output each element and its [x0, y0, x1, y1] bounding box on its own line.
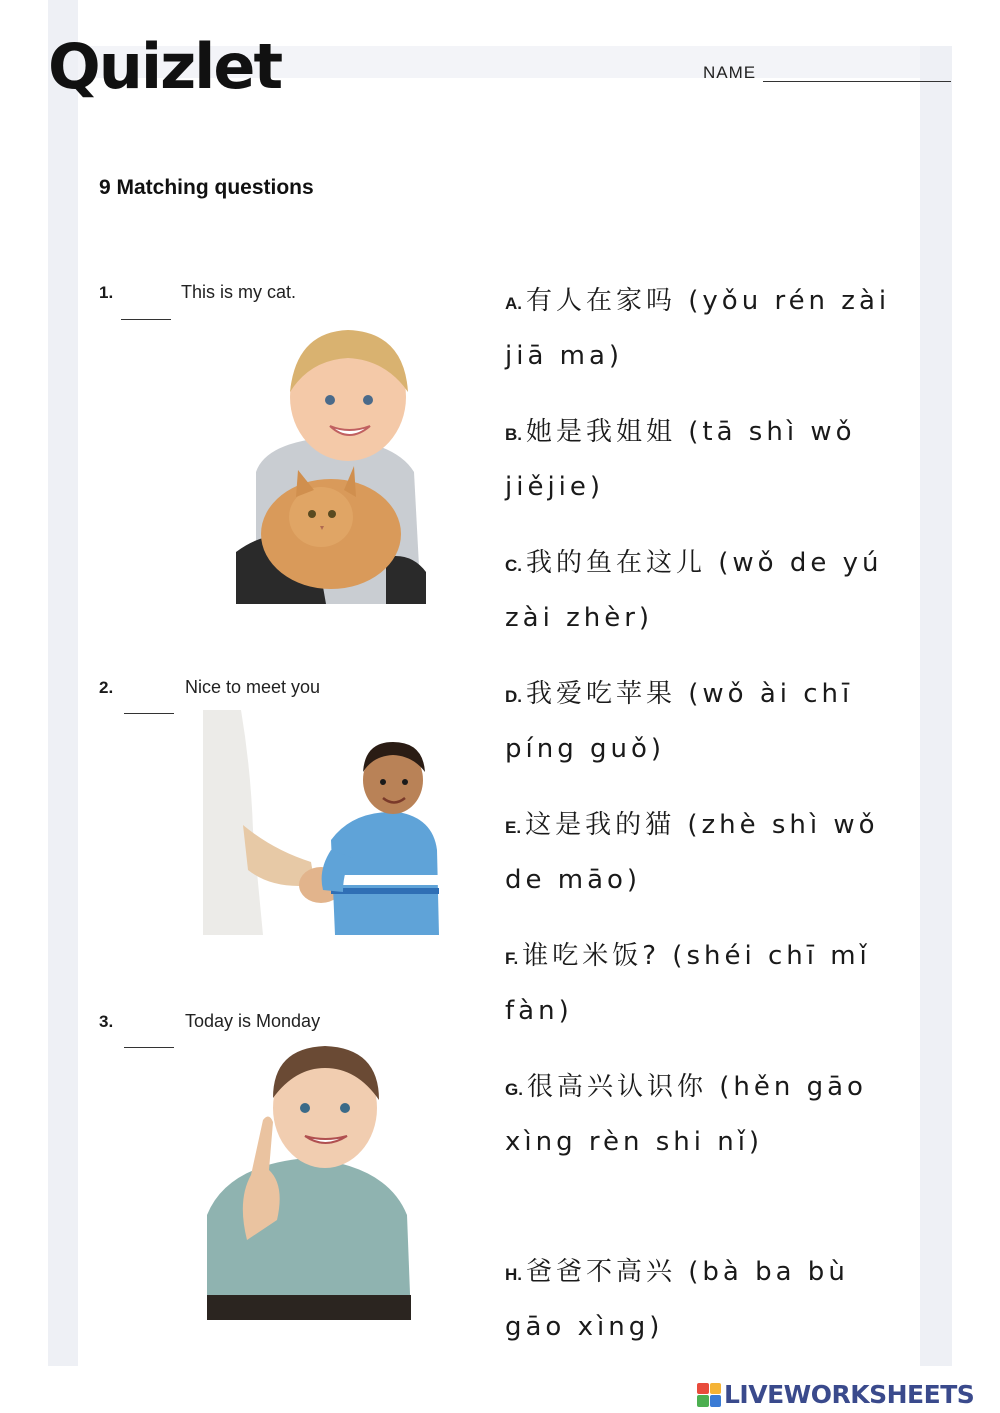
option-letter: B. — [505, 425, 522, 444]
question-number: 2. — [99, 678, 114, 697]
option-text: 她是我姐姐 (tā shì wǒ jiějie) — [505, 417, 856, 502]
option-letter: A. — [505, 294, 522, 313]
badge-square — [710, 1395, 722, 1407]
name-label: NAME — [703, 63, 757, 82]
quizlet-logo: Quizlet — [48, 30, 282, 103]
answer-option — [505, 1061, 905, 1169]
answer-option — [505, 275, 905, 383]
page-right-band — [920, 46, 952, 1366]
option-letter: C. — [505, 556, 522, 575]
answer-blank-1[interactable] — [121, 319, 171, 320]
boy-pointing-up-photo — [207, 1040, 411, 1320]
option-text: 有人在家吗 (yǒu rén zài jiā ma) — [505, 286, 891, 371]
answer-option — [505, 668, 905, 776]
option-letter: F. — [505, 949, 519, 968]
question-text: Today is Monday — [185, 1011, 321, 1031]
badge-square — [697, 1395, 709, 1407]
option-letter: D. — [505, 687, 522, 706]
name-field[interactable] — [763, 81, 951, 82]
option-text: 我爱吃苹果 (wǒ ài chī píng guǒ) — [505, 679, 854, 764]
option-text: 谁吃米饭? (shéi chī mǐ fàn) — [505, 941, 871, 1026]
answer-blank-3[interactable] — [124, 1047, 174, 1048]
option-letter: G. — [505, 1080, 523, 1099]
boy-with-cat-photo — [236, 322, 426, 604]
answer-option — [505, 406, 905, 514]
badge-square — [697, 1383, 709, 1395]
option-letter: E. — [505, 818, 522, 837]
option-letter: H. — [505, 1265, 522, 1284]
option-text: 很高兴认识你 (hěn gāo xìng rèn shi nǐ) — [505, 1072, 867, 1157]
question-text: This is my cat. — [181, 282, 297, 302]
liveworksheets-badge-icon — [697, 1383, 721, 1407]
question-number: 3. — [99, 1012, 114, 1031]
badge-square — [710, 1383, 722, 1395]
option-text: 我的鱼在这儿 (wǒ de yú zài zhèr) — [505, 548, 883, 633]
handshake-photo — [203, 710, 439, 935]
question-text: Nice to meet you — [185, 677, 321, 697]
question-number: 1. — [99, 283, 114, 302]
answer-option — [505, 930, 905, 1038]
option-text: 这是我的猫 (zhè shì wǒ de māo) — [505, 810, 879, 895]
section-title: 9 Matching questions — [99, 176, 314, 199]
answer-option — [505, 799, 905, 907]
liveworksheets-logo — [697, 1380, 974, 1409]
answer-blank-2[interactable] — [124, 713, 174, 714]
page-left-band — [48, 0, 78, 1366]
option-text: 爸爸不高兴 (bà ba bù gāo xìng) — [505, 1257, 849, 1342]
answer-option — [505, 537, 905, 645]
liveworksheets-brand: LIVEWORKSHEETS — [724, 1380, 975, 1409]
answer-option — [505, 1246, 905, 1354]
